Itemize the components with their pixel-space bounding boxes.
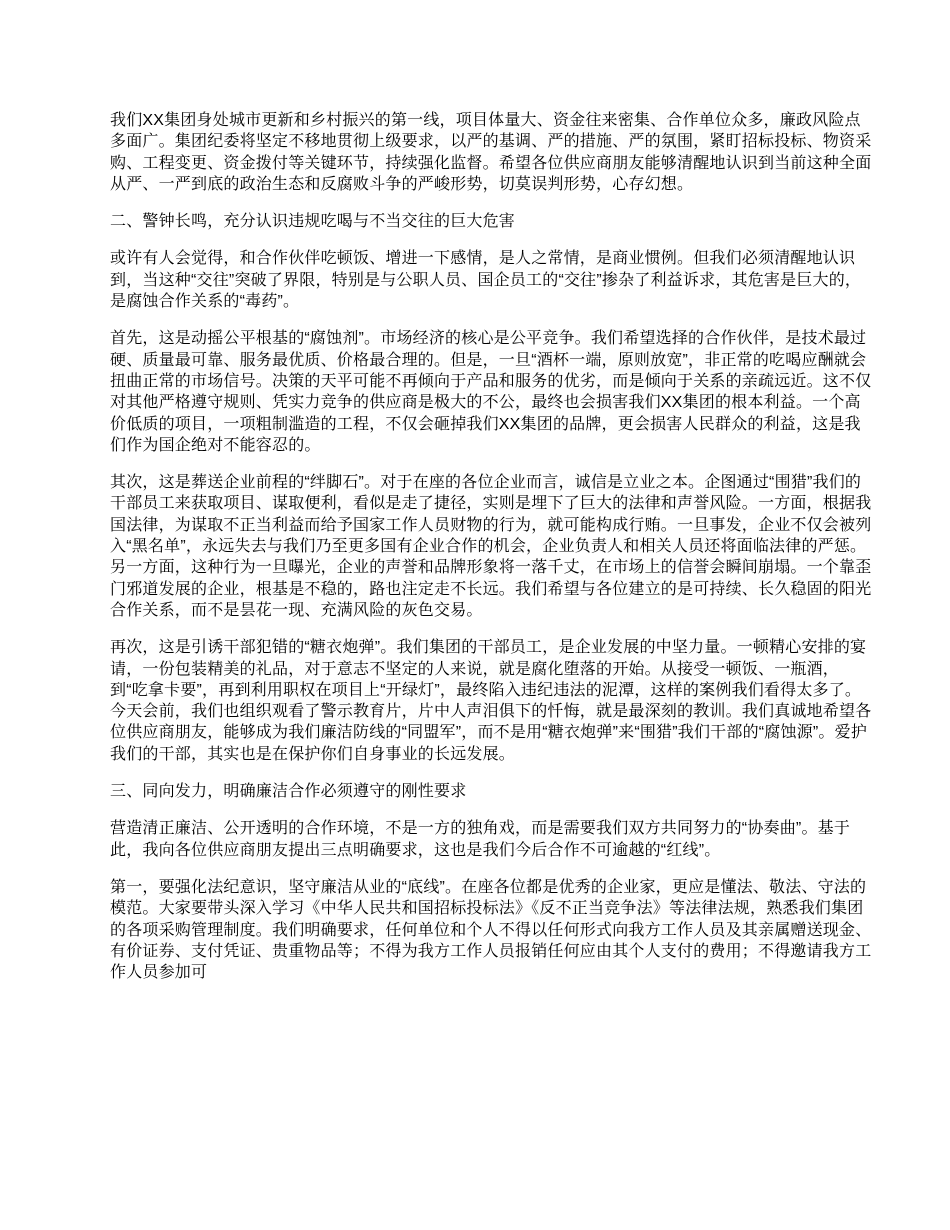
section-heading: 三、同向发力，明确廉洁合作必须遵守的刚性要求 [110, 783, 467, 801]
document-body [110, 110, 872, 983]
paragraph: 我们XX集团身处城市更新和乡村振兴的第一线，项目体量大、资金往来密集、合作单位众多，廉政风险点多面广。集团纪委将坚定不移地贯彻上级要求，以严的基调、严的措施、严的氛围，紧盯招标投标、物资采购、工程变更、资金拨付等关键环节，持续强化监督。希望各位供应商朋友能够清醒地认识到当前这种全面从严、一严到底的政治生态和反腐败斗争的严峻形势，切莫误判形势，心存幻想。 [110, 112, 872, 193]
paragraph: 再次，这是引诱干部犯错的“糖衣炮弹”。我们集团的干部员工，是企业发展的中坚力量。一顿精心安排的宴请，一份包装精美的礼品，对于意志不坚定的人来说，就是腐化堕落的开始。从接受一顿饭、一瓶酒，到“吃拿卡要”，再到利用职权在项目上“开绿灯”，最终陷入违纪违法的泥潭，这样的案例我们看得太多了。今天会前，我们也组织观看了警示教育片，片中人声泪俱下的忏悔，就是最深刻的教训。我们真诚地希望各位供应商朋友，能够成为我们廉洁防线的“同盟军”，而不是用“糖衣炮弹”来“围猎”我们干部的“腐蚀源”。爱护我们的干部，其实也是在保护你们自身事业的长远发展。 [110, 639, 872, 763]
paragraph: 其次，这是葬送企业前程的“绊脚石”。对于在座的各位企业而言，诚信是立业之本。企图通过“围猎”我们的干部员工来获取项目、谋取便利，看似是走了捷径，实则是埋下了巨大的法律和声誉风险。一方面，根据我国法律，为谋取不正当利益而给予国家工作人员财物的行为，就可能构成行贿。一旦事发，企业不仅会被列入“黑名单”，永远失去与我们乃至更多国有企业合作的机会，企业负责人和相关人员还将面临法律的严惩。另一方面，这种行为一旦曝光，企业的声誉和品牌形象将一落千丈，在市场上的信誉会瞬间崩塌。一个靠歪门邪道发展的企业，根基是不稳的，路也注定走不长远。我们希望与各位建立的是可持续、长久稳固的阳光合作关系，而不是昙花一现、充满风险的灰色交易。 [110, 474, 872, 619]
paragraph: 首先，这是动摇公平根基的“腐蚀剂”。市场经济的核心是公平竞争。我们希望选择的合作伙伴，是技术最过硬、质量最可靠、服务最优质、价格最合理的。但是，一旦“酒杯一端，原则放宽”，非正常的吃喝应酬就会扭曲正常的市场信号。决策的天平可能不再倾向于产品和服务的优劣，而是倾向于关系的亲疏远近。这不仅对其他严格遵守规则、凭实力竞争的供应商是极大的不公，最终也会损害我们XX集团的根本利益。一个高价低质的项目，一项粗制滥造的工程，不仅会砸掉我们XX集团的品牌，更会损害人民群众的利益，这是我们作为国企绝对不能容忍的。 [110, 330, 872, 454]
paragraph: 或许有人会觉得，和合作伙伴吃顿饭、增进一下感情，是人之常情，是商业惯例。但我们必须清醒地认识到，当这种“交往”突破了界限，特别是与公职人员、国企员工的“交往”掺杂了利益诉求，其危害是巨大的，是腐蚀合作关系的“毒药”。 [110, 250, 862, 311]
section-heading: 二、警钟长鸣，充分认识违规吃喝与不当交往的巨大危害 [110, 213, 516, 231]
paragraph: 第一，要强化法纪意识，坚守廉洁从业的“底线”。在座各位都是优秀的企业家，更应是懂法、敬法、守法的模范。大家要带头深入学习《中华人民共和国招标投标法》《反不正当竞争法》等法律法规，熟悉我们集团的各项采购管理制度。我们明确要求，任何单位和个人不得以任何形式向我方工作人员及其亲属赠送现金、有价证券、支付凭证、贵重物品等；不得为我方工作人员报销任何应由其个人支付的费用；不得邀请我方工作人员参加可 [110, 878, 872, 982]
paragraph: 营造清正廉洁、公开透明的合作环境，不是一方的独角戏，而是需要我们双方共同努力的“协奏曲”。基于此，我向各位供应商朋友提出三点明确要求，这也是我们今后合作不可逾越的“红线”。 [110, 820, 851, 859]
